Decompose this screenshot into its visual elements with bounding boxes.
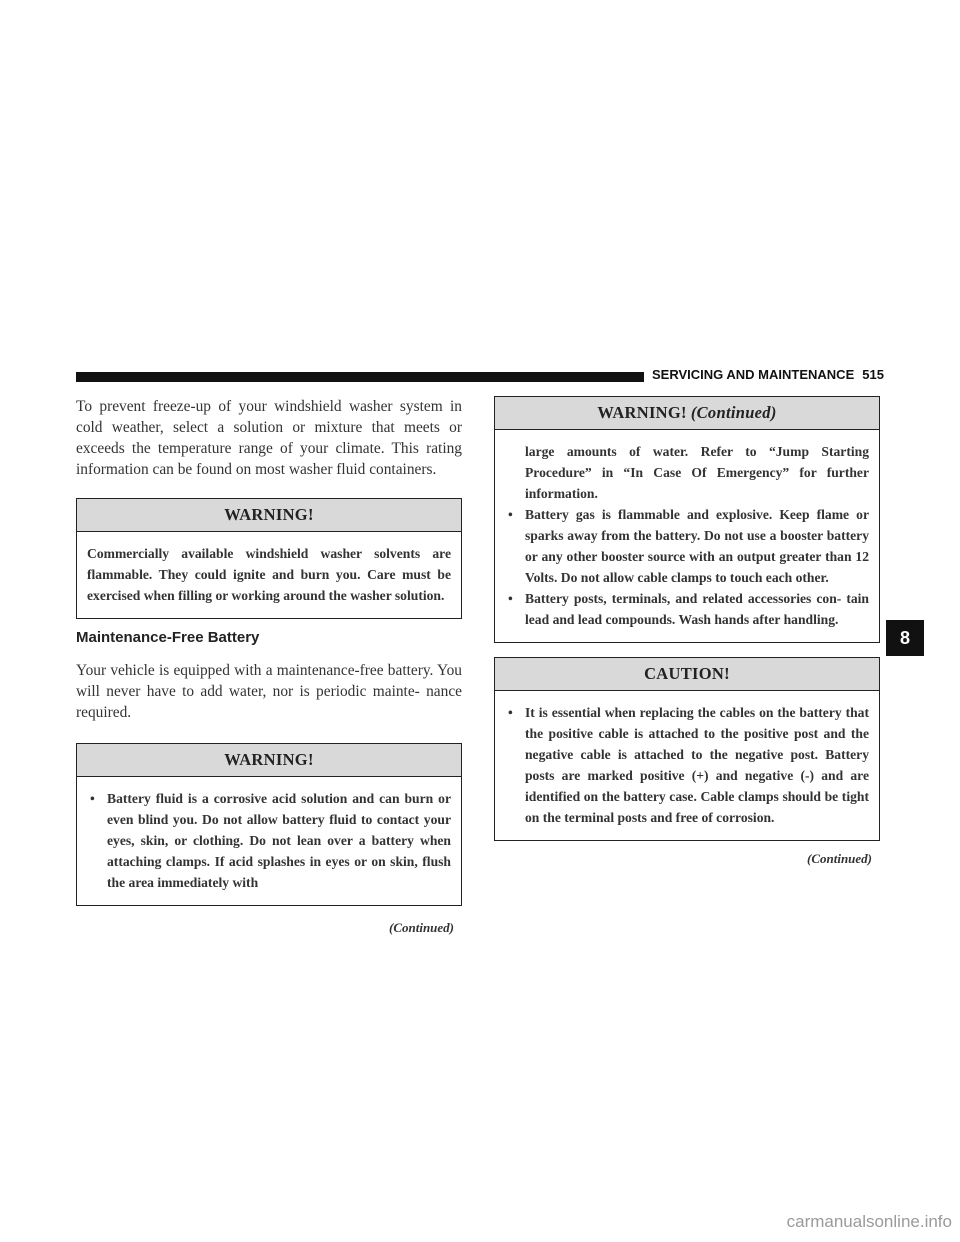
caution-title: CAUTION! <box>495 658 879 691</box>
watermark: carmanualsonline.info <box>786 1212 952 1231</box>
bullet-item <box>87 788 451 893</box>
continued-note: (Continued) <box>806 851 872 866</box>
bullet-text: large amounts of water. Refer to “Jump Starting Procedure” in “In Case Of Emergency” for further information. <box>525 444 869 501</box>
continued-text <box>505 441 869 504</box>
warning-title: WARNING! <box>77 499 461 532</box>
bullet-text: Battery fluid is a corrosive acid solution and can burn or even blind you. Do not allow battery fluid to contact your eyes, skin, or clothing. Do not lean over a battery when attaching clamps. If acid splashes in eyes or on skin, flush the area immediately with <box>107 791 451 890</box>
bullet-glyph: • <box>508 591 513 606</box>
warning-box-solvents <box>76 498 462 619</box>
caution-body <box>495 691 879 840</box>
bullet-item <box>505 702 869 828</box>
warning-box-continued <box>494 396 880 643</box>
right-column <box>494 396 880 867</box>
bullet-item <box>505 504 869 588</box>
running-header <box>652 367 892 382</box>
section-title: SERVICING AND MAINTENANCE <box>652 367 855 382</box>
bullet-glyph: • <box>508 705 513 720</box>
battery-paragraph: Your vehicle is equipped with a maintenance-free battery. You will never have to add water, nor is periodic mainte- nance required. <box>76 662 462 721</box>
section-heading: Maintenance-Free Battery <box>76 629 260 646</box>
page-number: 515 <box>862 367 884 382</box>
warning-title: WARNING! <box>77 744 461 777</box>
warning-text: Commercially available windshield washer solvents are flammable. They could ignite and burn you. Care must be exercised when filling or working around the washer solution. <box>87 546 451 603</box>
warning-box-battery-fluid <box>76 743 462 906</box>
intro-paragraph: To prevent freeze-up of your windshield washer system in cold weather, select a solution or mixture that meets or exceeds the temperature range of your climate. This rating information can be found on most washer fluid containers. <box>76 398 462 478</box>
warning-title <box>495 397 879 430</box>
continued-note: (Continued) <box>388 920 454 935</box>
left-column <box>76 396 462 936</box>
chapter-tab: 8 <box>886 620 924 656</box>
bullet-text: Battery posts, terminals, and related accessories con- tain lead and lead compounds. Wash hands after handling. <box>525 591 869 627</box>
warning-title-continued: (Continued) <box>690 403 777 422</box>
warning-title-text: WARNING! <box>597 403 687 422</box>
bullet-glyph: • <box>508 507 513 522</box>
header-rule <box>76 372 644 382</box>
caution-box <box>494 657 880 841</box>
bullet-text: It is essential when replacing the cables on the battery that the positive cable is attached to the positive post and the negative cable is attached to the negative post. Battery posts are marked positive (+) and negative (-) and are identified on the battery case. Cable clamps should be tight on the terminal posts and free of corrosion. <box>525 705 869 825</box>
bullet-glyph: • <box>90 791 95 806</box>
bullet-item <box>505 588 869 630</box>
warning-body <box>77 777 461 905</box>
bullet-text: Battery gas is flammable and explosive. Keep flame or sparks away from the battery. Do not use a booster battery or any other booster source with an output greater than 12 Volts. Do not allow cable clamps to touch each other. <box>525 507 869 585</box>
warning-body <box>495 430 879 642</box>
